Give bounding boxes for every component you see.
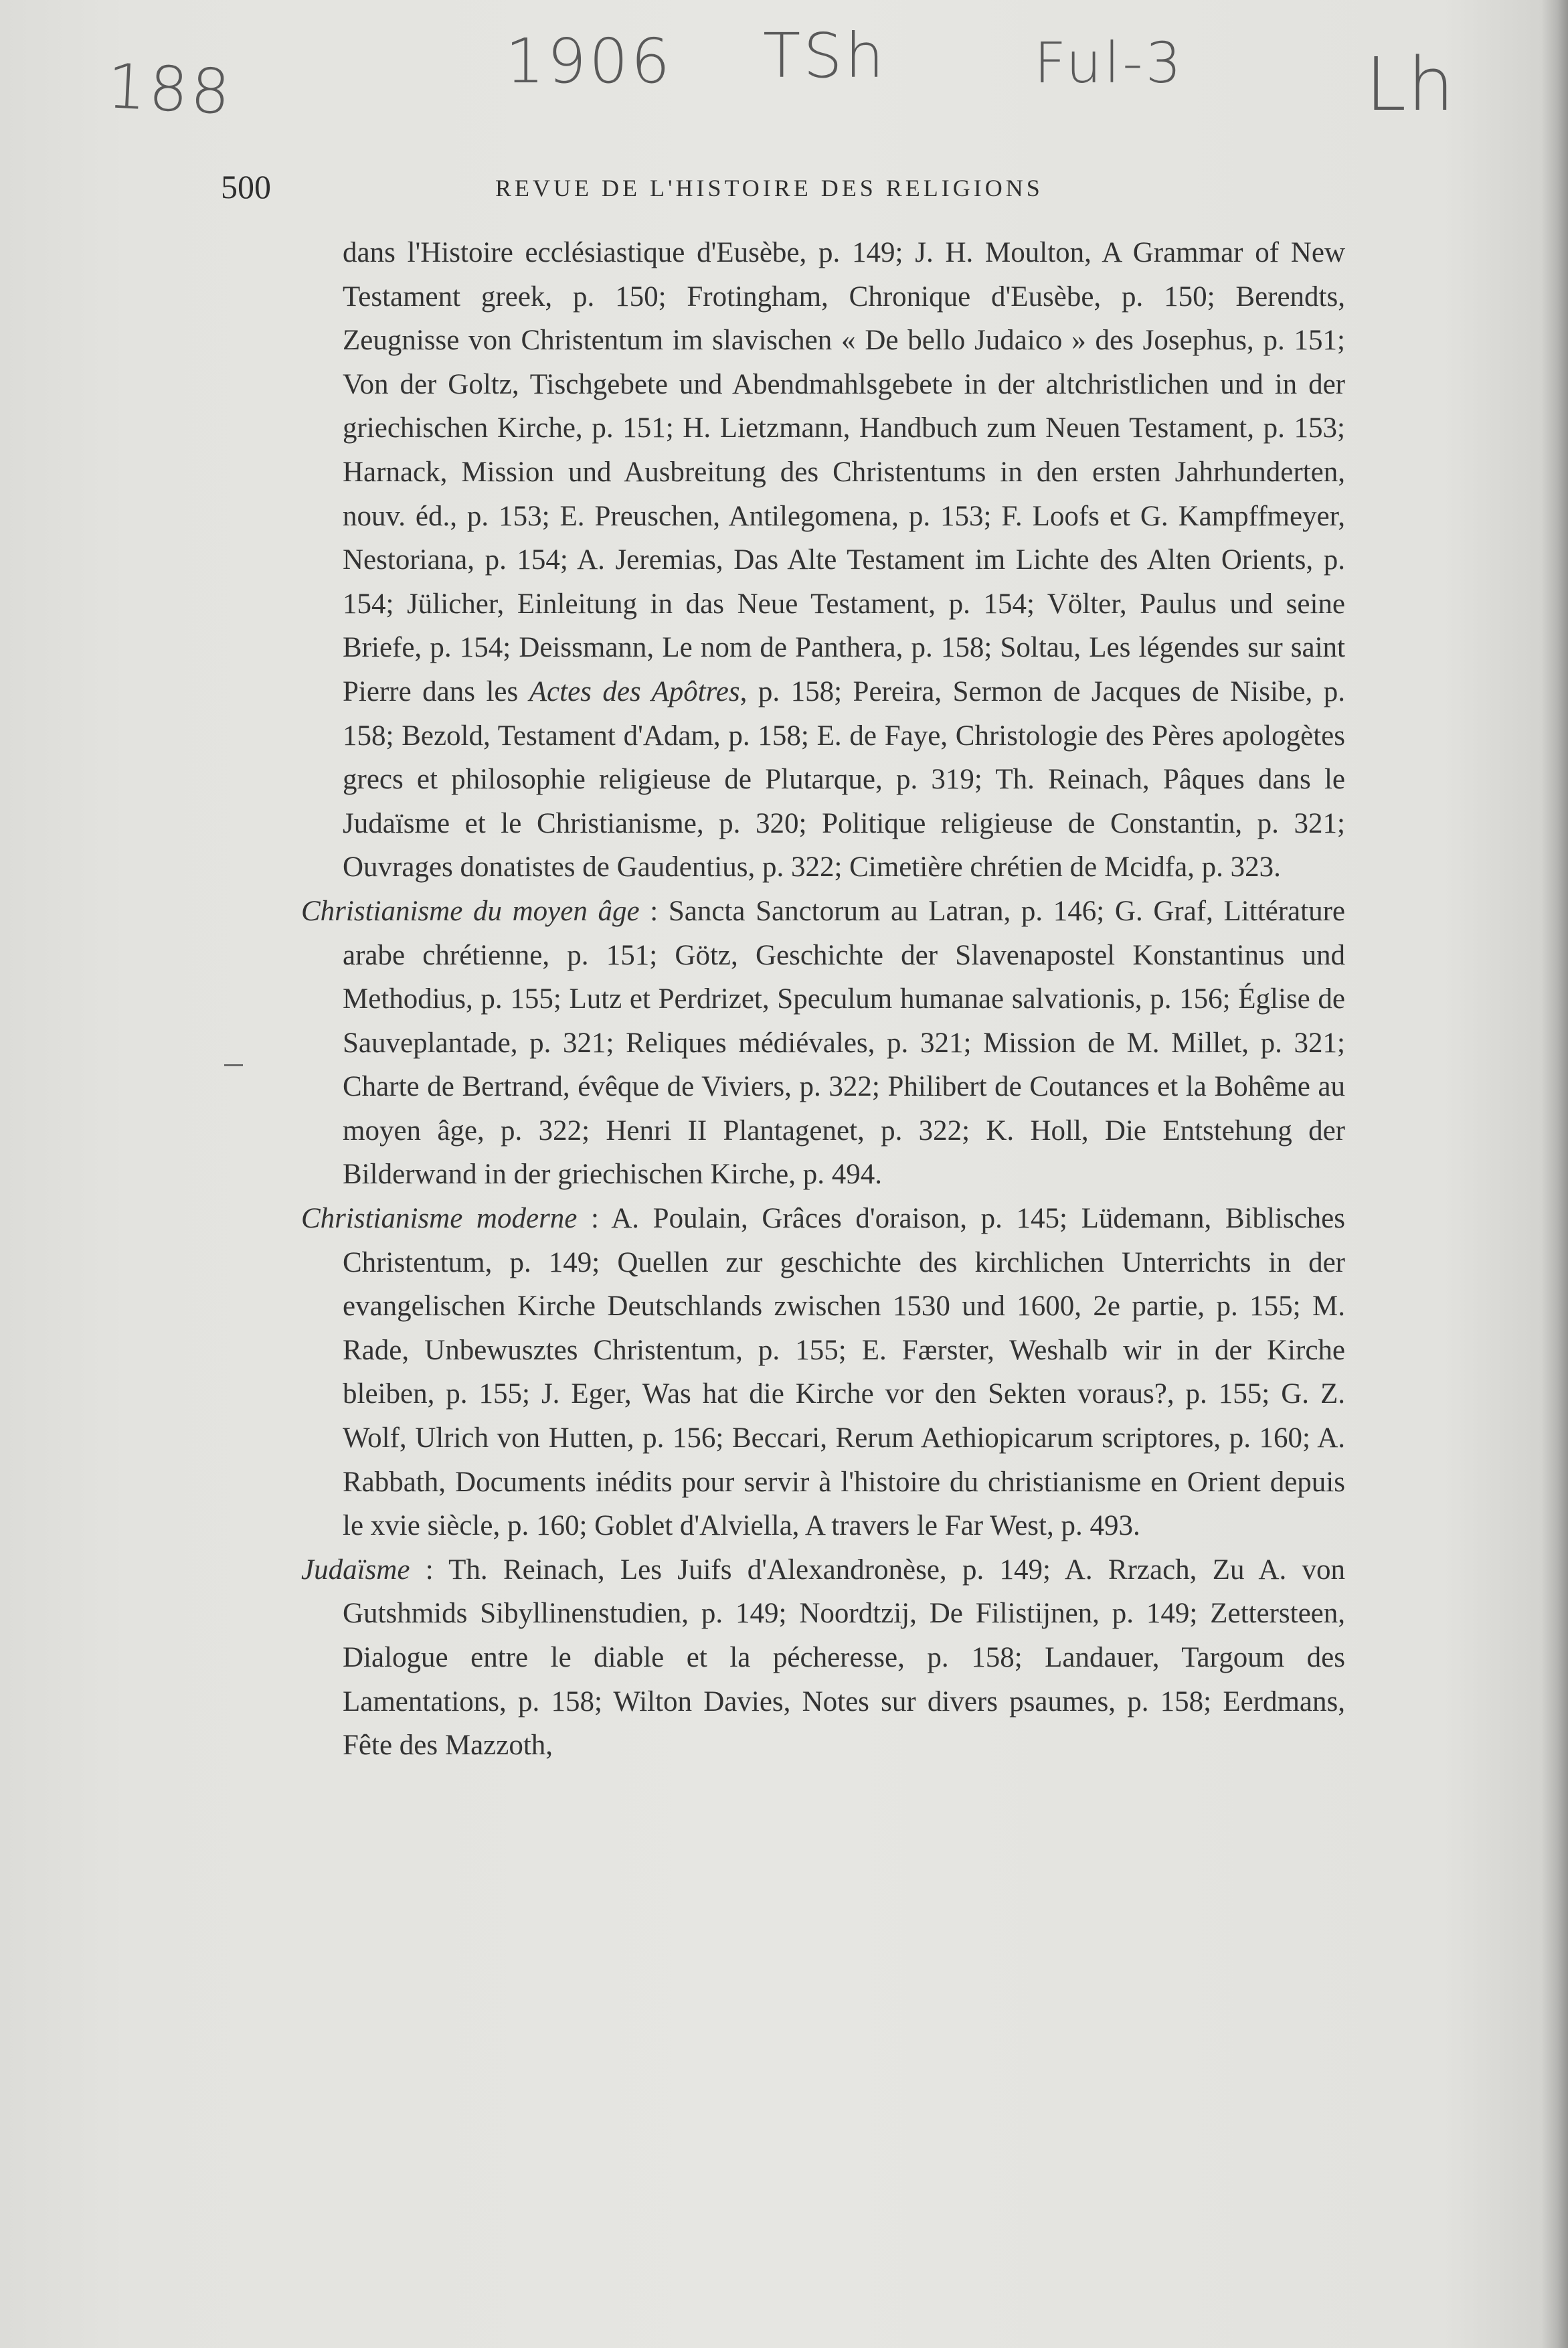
handwritten-annotation-1: 188	[105, 50, 235, 129]
section-label: Judaïsme	[301, 1554, 410, 1586]
continuation-text: dans l'Histoire ecclésiastique d'Eusèbe, p. 149; J. H. Moulton, A Grammar of New Testament greek, p. 150; Frotingham, Chronique d'Eusèbe, p. 150; Berendts, Zeugnisse von Christentum im slavischen « De bello Judaico » des Josephus, p. 151; Von der Goltz, Tischgebete und Abendmahlsgebete in der altchristlichen und in der griechischen Kirche, p. 151; H. Lietzmann, Handbuch zum Neuen Testament, p. 153; Harnack, Mission und Ausbreitung des Christentums in den ersten Jahrhunderten, nouv. éd., p. 153; E. Preuschen, Antilegomena, p. 153; F. Loofs et G. Kampffmeyer, Nestoriana, p. 154; A. Jeremias, Das Alte Testament im Lichte des Alten Orients, p. 154; Jülicher, Einleitung in das Neue Testament, p. 154; Völter, Paulus und seine Briefe, p. 154; Deissmann, Le nom de Panthera, p. 158; Soltau, Les légendes sur saint Pierre dans les	[343, 237, 1345, 707]
continuation-tail: , p. 158; Pereira, Sermon de Jacques de Nisibe, p. 158; Bezold, Testament d'Adam, p. 158; E. de Faye, Christologie des Pères apologètes grecs et philosophie religieuse de Plutarque, p. 319; Th. Reinach, Pâques dans le Judaïsme et le Christianisme, p. 320; Politique religieuse de Constantin, p. 321; Ouvrages donatistes de Gaudentius, p. 322; Cimetière chrétien de Mcidfa, p. 323.	[343, 675, 1345, 884]
section-paragraph	[301, 1197, 1345, 1548]
handwritten-annotation-3: TSh	[763, 20, 887, 92]
handwritten-annotation-5: Lh	[1365, 41, 1456, 127]
continuation-paragraph	[301, 231, 1345, 890]
section-label: Christianisme du moyen âge	[301, 895, 640, 927]
section-label: Christianisme moderne	[301, 1203, 578, 1235]
margin-mark	[224, 1064, 243, 1066]
section-paragraph	[301, 1548, 1345, 1768]
page-header	[221, 167, 1325, 214]
section-text: : Th. Reinach, Les Juifs d'Alexandronèse, p. 149; A. Rrzach, Zu A. von Gutshmids Sibyllinenstudien, p. 149; Noordtzij, De Filistijnen, p. 149; Zettersteen, Dialogue entre le diable et la pécheresse, p. 158; Landauer, Targoum des Lamentations, p. 158; Wilton Davies, Notes sur divers psaumes, p. 158; Eerdmans, Fête des Mazzoth,	[343, 1554, 1345, 1762]
handwritten-annotation-4: Ful-3	[1034, 30, 1185, 96]
section-paragraph	[301, 890, 1345, 1197]
section-text: : Sancta Sanctorum au Latran, p. 146; G. Graf, Littérature arabe chrétienne, p. 151; Götz, Geschichte der Slavenapostel Konstantinus und Methodius, p. 155; Lutz et Perdrizet, Speculum humanae salvationis, p. 156; Église de Sauveplantade, p. 321; Reliques médiévales, p. 321; Mission de M. Millet, p. 321; Charte de Bertrand, évêque de Viviers, p. 322; Philibert de Coutances et la Bohême au moyen âge, p. 322; Henri II Plantagenet, p. 322; K. Holl, Die Entstehung der Bilderwand in der griechischen Kirche, p. 494.	[343, 895, 1345, 1191]
page-number: 500	[221, 168, 271, 205]
section-text: : A. Poulain, Grâces d'oraison, p. 145; Lüdemann, Biblisches Christentum, p. 149; Quellen zur geschichte des kirchlichen Unterrichts in der evangelischen Kirche Deutschlands zwischen 1530 und 1600, 2e partie, p. 155; M. Rade, Unbewusztes Christentum, p. 155; E. Færster, Weshalb wir in der Kirche bleiben, p. 155; J. Eger, Was hat die Kirche vor den Sekten voraus?, p. 155; G. Z. Wolf, Ulrich von Hutten, p. 156; Beccari, Rerum Aethiopicarum scriptores, p. 160; A. Rabbath, Documents inédits pour servir à l'histoire du christianisme en Orient depuis le xvie siècle, p. 160; Goblet d'Alviella, A travers le Far West, p. 493.	[343, 1203, 1345, 1542]
page-edge-shadow	[1541, 0, 1568, 2348]
running-head: REVUE DE L'HISTOIRE DES RELIGIONS	[495, 175, 1043, 201]
body-text	[301, 231, 1345, 1768]
handwritten-annotation-2: 1906	[505, 25, 673, 97]
continuation-italic: Actes des Apôtres	[529, 675, 740, 707]
